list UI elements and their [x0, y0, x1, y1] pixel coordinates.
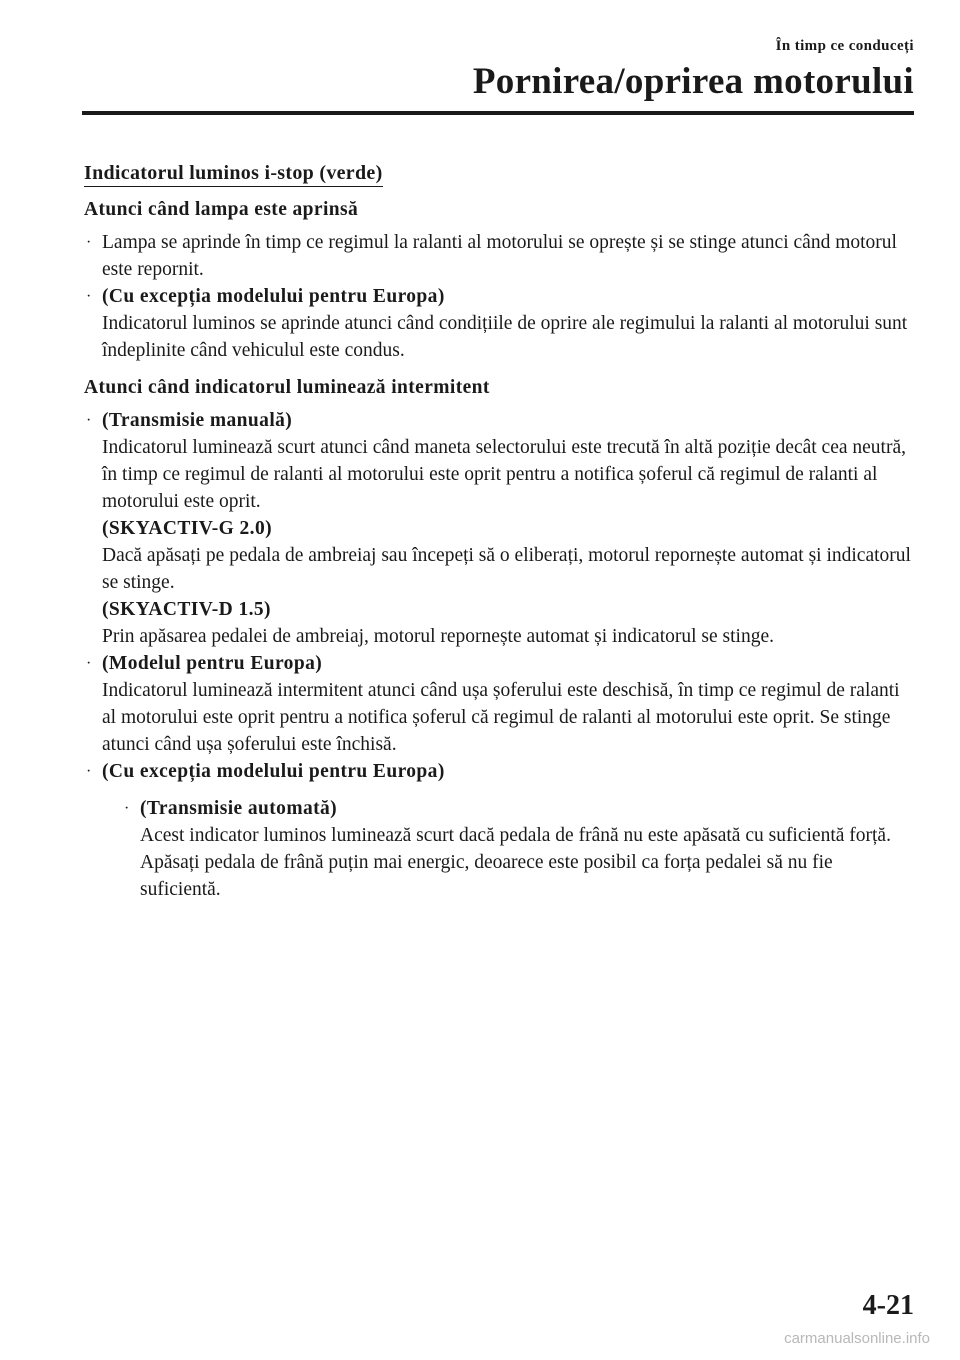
- variant-text: Dacă apăsați pe pedala de ambreiaj sau începeți să o eliberați, motorul repornește automat și indicatorul se stinge.: [102, 545, 911, 593]
- item-text: Acest indicator luminos luminează scurt dacă pedala de frână nu este apăsată cu suficientă forță. Apăsați pedala de frână puțin mai energic, deoarece este posibil ca forța pedalei să nu fie suficientă.: [140, 825, 891, 900]
- page-number: 4-21: [862, 1290, 914, 1321]
- bullet-icon: ·: [86, 288, 92, 305]
- bullet-icon: ·: [86, 234, 92, 251]
- variant-label: (SKYACTIV-D 1.5): [102, 599, 271, 620]
- bullet-icon: ·: [86, 763, 92, 780]
- bullet-icon: ·: [86, 655, 92, 672]
- lit-list: [84, 229, 914, 364]
- main-content: [84, 160, 914, 903]
- page-title: Pornirea/oprirea motorului: [472, 61, 914, 102]
- chapter-title: În timp ce conduceți: [775, 38, 914, 54]
- bullet-icon: ·: [124, 800, 130, 817]
- item-label: (Cu excepția modelului pentru Europa): [102, 761, 445, 782]
- flashing-list: [84, 407, 914, 903]
- item-text: Indicatorul luminează intermitent atunci când ușa șoferului este deschisă, în timp ce regimul de ralanti al motorului este oprit pentru a notifica șoferul că regimul de ralanti al motorului este oprit. Se stinge atunci când ușa șoferului este închisă.: [102, 680, 900, 755]
- list-item: [84, 229, 914, 283]
- watermark: carmanualsonline.info: [784, 1330, 930, 1347]
- list-item: [84, 758, 914, 903]
- item-text: Indicatorul luminos se aprinde atunci când condițiile de oprire ale regimului la ralanti al motorului sunt îndeplinite când vehiculul este condus.: [102, 313, 908, 361]
- subheading-lit: Atunci când lampa este aprinsă: [84, 199, 359, 220]
- item-label: (Transmisie automată): [140, 798, 338, 819]
- item-label: (Transmisie manuală): [102, 410, 293, 431]
- list-item: [84, 407, 914, 650]
- item-label: (Cu excepția modelului pentru Europa): [102, 286, 445, 307]
- bullet-icon: ·: [86, 412, 92, 429]
- list-item: [84, 650, 914, 758]
- item-label: (Modelul pentru Europa): [102, 653, 323, 674]
- section-title: Indicatorul luminos i-stop (verde): [84, 160, 383, 187]
- list-item: [84, 283, 914, 364]
- nested-list: [122, 795, 914, 903]
- subheading-flashing: Atunci când indicatorul luminează intermitent: [84, 377, 490, 398]
- item-text: Indicatorul luminează scurt atunci când maneta selectorului este trecută în altă poziție decât cea neutră, în timp ce regimul de ralanti al motorului este oprit pentru a notifica șoferul că regimul de ralanti al motorului este oprit.: [102, 437, 906, 512]
- variant-text: Prin apăsarea pedalei de ambreiaj, motorul repornește automat și indicatorul se stinge.: [102, 626, 774, 647]
- list-item: [122, 795, 914, 903]
- item-text: Lampa se aprinde în timp ce regimul la ralanti al motorului se oprește și se stinge atunci când motorul este repornit.: [102, 232, 897, 280]
- header-rule: [82, 111, 914, 115]
- variant-label: (SKYACTIV-G 2.0): [102, 518, 272, 539]
